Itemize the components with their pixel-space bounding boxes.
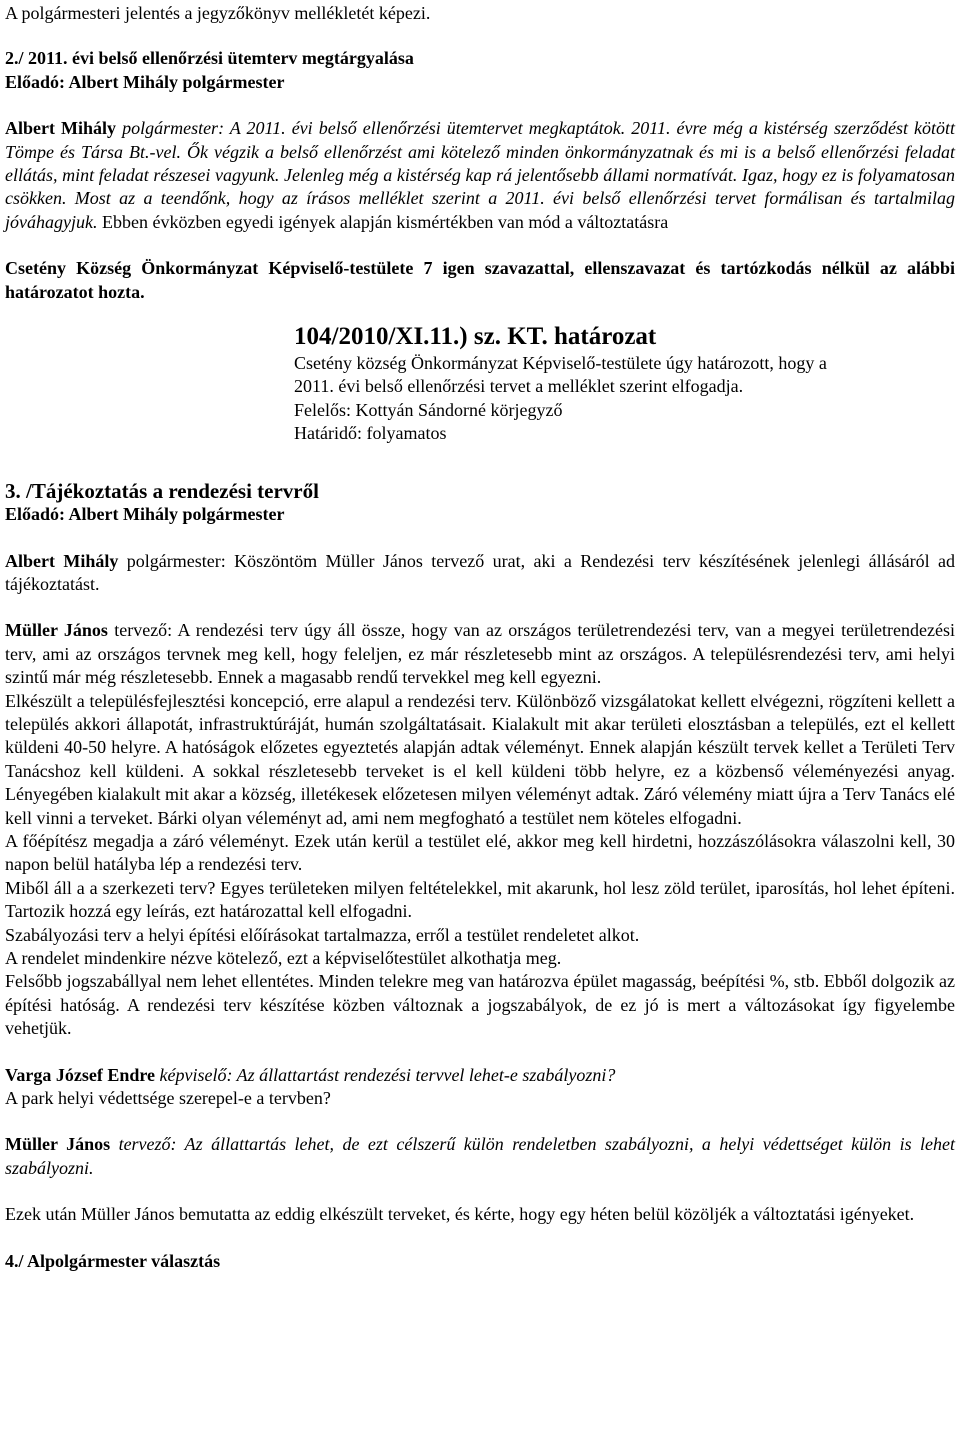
speaker-text: képviselő: Az állattartást rendezési tervvel lehet-e szabályozni? (155, 1064, 616, 1085)
item3-p8: Felsőbb jogszabállyal nem lehet ellentétes. Minden telekre meg van határozva épület magasság, beépítési %, stb. Ebből dolgozik az építési hatóság. A rendezési terv készítése közben változnak a jogszabályok, de ez jó is mert a változásokat így figyelembe vehetjük. (5, 971, 955, 1039)
item3-p12: Ezek után Müller János bemutatta az eddig elkészült terveket, és kérte, hogy egy héten belül közöljék a változtatási igényeket. (5, 1204, 915, 1225)
item3-p11 (5, 1133, 955, 1180)
item3-p9 (5, 1064, 955, 1087)
speaker-text: tervező: A rendezési terv úgy áll össze, hogy van az országos területrendezési terv, van a megyei területrendezési terv, ami az országos tervnek meg kell, hogy feleljen, ez már részletesebb mint az országos. A településrendezési terv, ami helyi szintű már még részletesebb. Ennek a magasabb rendű tervekkel meg kell egyezni. (5, 620, 956, 688)
header-note: A polgármesteri jelentés a jegyzőkönyv mellékletét képezi. (5, 3, 431, 23)
speaker-name: Albert Mihály (5, 550, 119, 571)
resolution-line-2: 2011. évi belső ellenőrzési tervet a melléklet szerint elfogadja. (294, 376, 744, 397)
document-page (5, 0, 955, 1273)
item3-p3: Elkészült a településfejlesztési koncepció, erre alapul a rendezési terv. Különböző vizsgálatokat kellett elvégezni, rögzíteni kellett a település akkori állapotát, infrastruktúráját, humán szolgáltatásait. Kialakult mit akar területi elosztásban a település, ezt el kellett küldeni 40-50 helyre. A hatóságok előzetes egyeztetés alapján adtak véleményt. Ennek alapján készült tervek kellet a Területi Terv Tanácshoz kell küldeni. A sokkal részletesebb terveket is el kell küldeni több helyre, ez a közbenső véleményezési anyag. Lényegében kialakult mit akar a község, illetékesek előzetesen milyen véleményt adtak. Záró vélemény miatt újra a Terv Tanács elé kell vinni a terveket. Bárki olyan véleményt ad, ami nem megfogható a testület nem köteles elfogadni. (5, 690, 955, 828)
item3-title: 3. /Tájékoztatás a rendezési tervről (5, 478, 319, 503)
resolution-line-1: Csetény község Önkormányzat Képviselő-testülete úgy határozott, hogy a (294, 353, 827, 374)
speaker-name: Müller János (5, 1134, 111, 1155)
speaker-name: Varga József Endre (5, 1064, 155, 1085)
speech-italic: évre még a kistérség szerződést kötött Tömpe és Társa Bt.-vel. Ők végzik a belső ellenőrzést ami kötelező minden önkormányzatnak és mi is a belső ellenőrzési feladat ellátás, mint feladat részesei vagyunk. Jelenleg még a kistérség kap rá jelentősebb állami normatívát. Igaz, hogy ez is folyamatosan csökken. Most az a teendőnk, hogy az írásos melléklet szerint a 2011. évi belső ellenőrzési tervet formálisan és tartalmilag jóváhagyjuk. (5, 118, 955, 232)
item3-presenter: Előadó: Albert Mihály polgármester (5, 504, 285, 525)
item3-p4: A főépítész megadja a záró véleményt. Ezek után kerül a testület elé, akkor meg kell hirdetni, hozzászólásokra válaszolni kell, 30 napon belül hatályba lép a rendezési terv. (5, 830, 955, 875)
item3-p2 (5, 619, 955, 689)
resolution-responsible: Felelős: Kottyán Sándorné körjegyző (294, 399, 563, 420)
resolution-deadline: Határidő: folyamatos (294, 423, 447, 444)
speaker-text: tervező: Az állattartás lehet, de ezt célszerű külön rendeletben szabályozni, a helyi védettséget külön is lehet szabályozni. (5, 1134, 955, 1178)
item3-p6: Szabályozási terv a helyi építési előírásokat tartalmazza, erről a testület rendeletet alkot. (5, 924, 640, 945)
item4-title: 4./ Alpolgármester választás (5, 1250, 221, 1271)
speaker-name: Müller János (5, 620, 108, 641)
vote-statement: Csetény Község Önkormányzat Képviselő-testülete 7 igen szavazattal, ellenszavazat és tartózkodás nélkül az alábbi határozatot hozta. (5, 258, 955, 302)
item2-speech (5, 117, 955, 234)
speaker-text: polgármester: Köszöntöm Müller János tervező urat, aki a Rendezési terv készítésének jelenlegi állásáról ad tájékoztatást. (5, 550, 955, 594)
speaker-role: polgármester: (116, 118, 230, 139)
item2-presenter: Előadó: Albert Mihály polgármester (5, 71, 285, 92)
resolution-title: 104/2010/XI.11.) sz. KT. határozat (294, 323, 657, 351)
item3-p5: Miből áll a a szerkezeti terv? Egyes területeken milyen feltételekkel, mit akarunk, hol lesz zöld terület, iparosítás, hol lehet építeni. Tartozik hozzá egy leírás, ezt határozattal kell elfogadni. (5, 877, 955, 922)
item3-p10: A park helyi védettsége szerepel-e a tervben? (5, 1088, 331, 1109)
item3-p1 (5, 550, 955, 597)
speech-tail: Ebben évközben egyedi igények alapján kismértékben van mód a változtatásra (101, 211, 669, 232)
speech-plain: A 2011. évi belső ellenőrzési ütemtervet megkaptátok. 2011. (229, 118, 677, 139)
item2-title: 2./ 2011. évi belső ellenőrzési ütemterv megtárgyalása (5, 48, 414, 69)
speaker-name: Albert Mihály (5, 118, 117, 139)
item3-p7: A rendelet mindenkire nézve kötelező, ezt a képviselőtestület alkothatja meg. (5, 948, 562, 968)
resolution-block (294, 322, 934, 446)
